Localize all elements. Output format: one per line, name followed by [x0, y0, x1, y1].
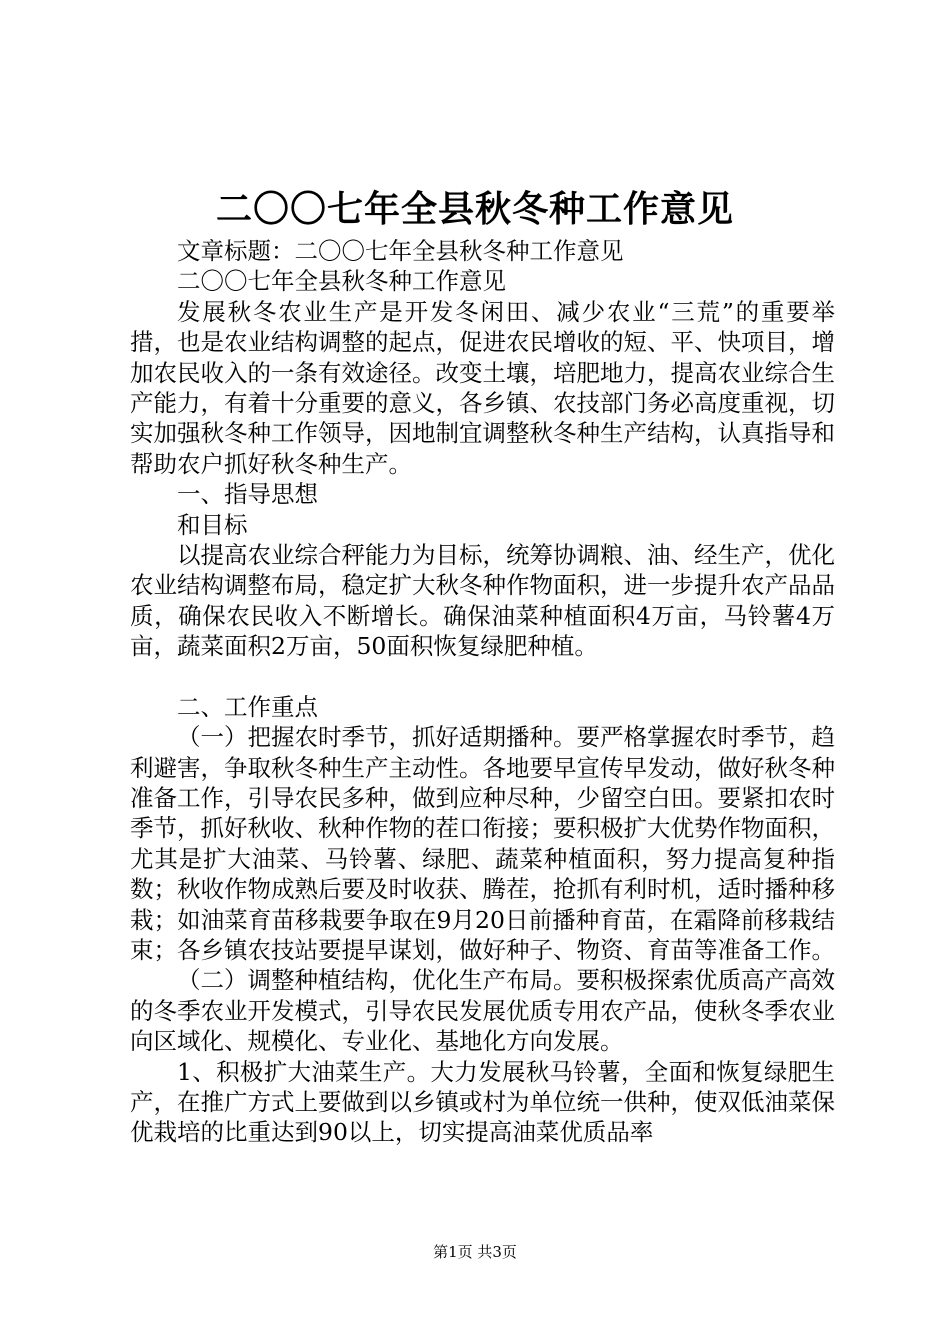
focus-paragraph-1: （一）把握农时季节，抓好适期播种。要严格掌握农时季节，趋利避害，争取秋冬种生产主动性。各地要早宣传早发动，做好秋冬种准备工作，引导农民多种，做到应种尽种，少留空白田。要紧扣农时季节，抓好秋收、秋种作物的茬口衔接；要积极扩大优势作物面积，尤其是扩大油菜、马铃薯、绿肥、蔬菜种植面积，努力提高复种指数；秋收作物成熟后要及时收获、腾茬，抢抓有利时机，适时播种移栽；如油菜育苗移栽要争取在9月20日前播种育苗，在霜降前移栽结束；各乡镇农技站要提早谋划，做好种子、物资、育苗等准备工作。 — [130, 723, 835, 964]
subtitle-line: 二〇〇七年全县秋冬种工作意见 — [177, 267, 506, 296]
section-heading-guiding-thought: 一、指导思想 — [177, 480, 318, 509]
document-title: 二〇〇七年全县秋冬种工作意见 — [215, 188, 734, 230]
page-number-footer: 第1页 共3页 — [433, 1243, 517, 1261]
section-heading-work-focus: 二、工作重点 — [177, 692, 318, 721]
goal-paragraph: 以提高农业综合秤能力为目标，统筹协调粮、油、经生产，优化农业结构调整布局，稳定扩大秋冬种作物面积，进一步提升农产品品质，确保农民收入不断增长。确保油菜种植面积4万亩，马铃薯4万亩，蔬菜面积2万亩，50面积恢复绿肥种植。 — [130, 541, 835, 661]
document-body — [130, 236, 835, 1148]
focus-paragraph-3: 1、积极扩大油菜生产。大力发展秋马铃薯，全面和恢复绿肥生产，在推广方式上要做到以乡镇或村为单位统一供种，使双低油菜保优栽培的比重达到90以上，切实提高油菜优质品率 — [130, 1057, 835, 1147]
section-heading-goal: 和目标 — [177, 510, 248, 539]
focus-paragraph-2: （二）调整种植结构，优化生产布局。要积极探索优质高产高效的冬季农业开发模式，引导农民发展优质专用农产品，使秋冬季农业向区域化、规模化、专业化、基地化方向发展。 — [130, 966, 835, 1056]
intro-paragraph: 发展秋冬农业生产是开发冬闲田、减少农业“三荒”的重要举措，也是农业结构调整的起点，促进农民增收的短、平、快项目，增加农民收入的一条有效途径。改变土壤，培肥地力，提高农业综合生产能力，有着十分重要的意义，各乡镇、农技部门务必高度重视，切实加强秋冬种工作领导，因地制宜调整秋冬种生产结构，认真指导和帮助农户抓好秋冬种生产。 — [130, 297, 835, 478]
article-title-line: 文章标题：二〇〇七年全县秋冬种工作意见 — [177, 237, 624, 265]
